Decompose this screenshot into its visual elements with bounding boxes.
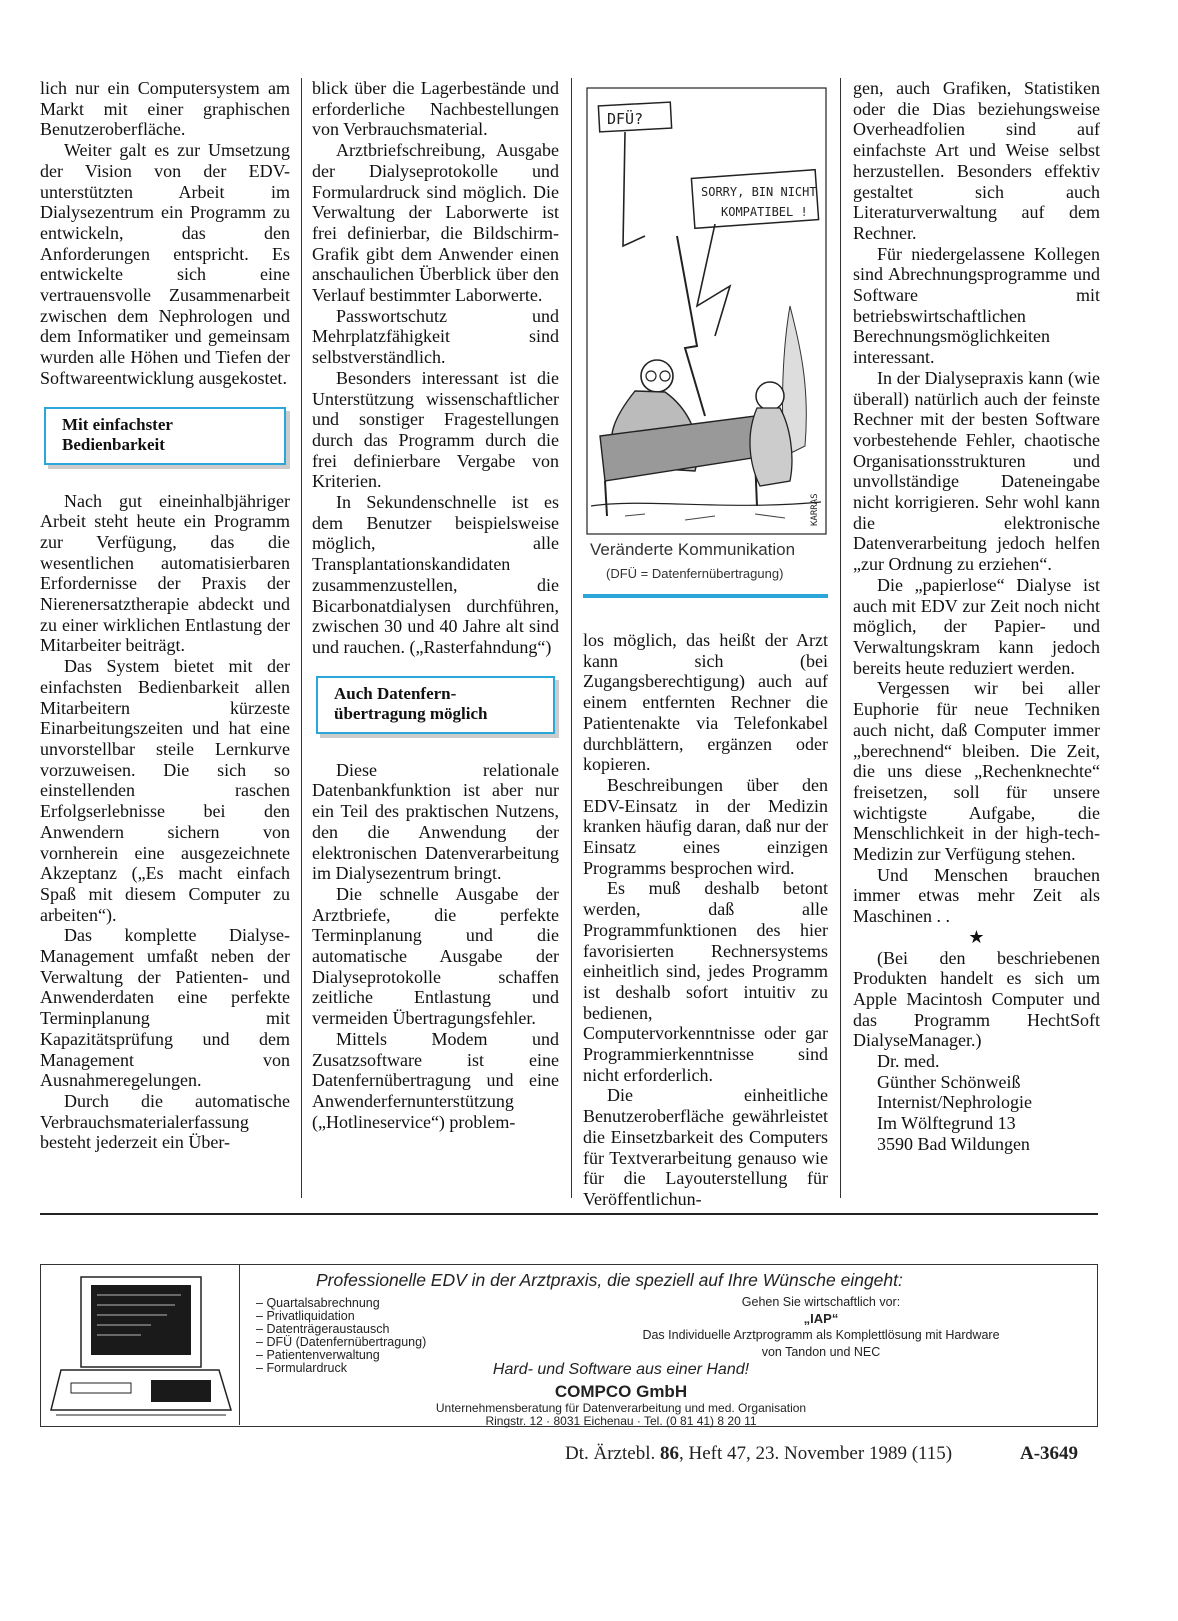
author-signature: 3590 Bad Wildungen: [877, 1133, 1030, 1154]
paragraph: Arztbriefschreibung, Ausgabe der Dialyseprotokolle und Formulardruck sind möglich. Die Verwaltung der Laborwerte ist frei definierbar, die Bildschirm-Grafik gibt dem Anwender einen anschaulichen Überblick über den Verlauf bestimmter Laborwerte.: [312, 140, 559, 306]
page-number: A-3649: [1020, 1443, 1079, 1464]
paragraph: Mittels Modem und Zusatzsoftware ist eine Datenfernübertragung und eine Anwenderfernunterstützung („Hotlineservice“) problem-: [312, 1028, 559, 1132]
paragraph: Das komplette Dialyse-Management umfaßt neben der Verwaltung der Patienten- und Anwenderdaten eine perfekte Terminplanung mit Kapazitätsprüfung und dem Management von Ausnahmeregelungen.: [40, 925, 290, 1091]
ad-address: Ringstr. 12 · 8031 Eichenau · Tel. (0 81 41) 8 20 11: [485, 1414, 757, 1428]
paragraph: Es muß deshalb betont werden, daß alle Programmfunktionen des hier favorisierten Rechnersystems einheitlich sind, jedes Programm ist deshalb sofort intuitiv zu bedienen, Computervorkenntnisse oder gar Programmierkenntnisse sind nicht erforderlich.: [583, 878, 828, 1085]
end-mark-star-icon: ★: [968, 926, 985, 947]
paragraph: Die einheitliche Benutzeroberfläche gewährleistet die Einsetzbarkeit des Computers für Textverarbeitung genauso wie für die Layouterstellung für Veröffentlichun-: [583, 1085, 828, 1209]
subheading-line: Bedienbarkeit: [62, 434, 165, 454]
ad-headline: Professionelle EDV in der Arztpraxis, die speziell auf Ihre Wünsche eingeht:: [316, 1270, 903, 1290]
advertisement: [40, 1264, 1098, 1427]
paragraph: Für niedergelassene Kollegen sind Abrechnungsprogramme und Software mit betriebswirtschaftlichen Berechnungsmöglichkeiten interessant.: [853, 243, 1100, 368]
paragraph: Das System bietet mit der einfachsten Bedienbarkeit allen Mitarbeitern kürzeste Einarbeitungszeiten und hat eine unvorstellbar steile Lernkurve vorzuweisen. Die sich so einstellenden raschen Erfolgserlebnisse bei den Anwendern sichern von vornherein eine ausgezeichnete Akzeptanz („Es macht einfach Spaß mit diesem Computer zu arbeiten“).: [40, 656, 290, 925]
citation-journal: Dt. Ärztebl.: [565, 1443, 656, 1464]
ad-text: von Tandon und NEC: [761, 1345, 881, 1359]
subheading-box: [316, 676, 555, 734]
paragraph: blick über die Lagerbestände und erforderliche Nachbestellungen von Verbrauchsmaterial.: [312, 78, 559, 140]
figure-caption-sub: (DFÜ = Datenfernübertragung): [606, 566, 784, 581]
subheading-box: [44, 407, 286, 465]
ad-feature-list: [256, 1297, 426, 1375]
paragraph: Diese relationale Datenbankfunktion ist aber nur ein Teil des praktischen Nutzens, den die Anwendung der elektronischen Datenverarbeitung im Dialysezentrum bringt.: [312, 759, 559, 884]
paragraph: lich nur ein Computersystem am Markt mit einer graphischen Benutzeroberfläche.: [40, 78, 290, 140]
paragraph: In der Dialysepraxis kann (wie überall) natürlich auch der feinste Rechner mit der besten Software vorbestehende Fehler, chaotische Organisationsstrukturen und unvollständige Dateneingabe nicht korrigieren. Sehr wohl kann die elektronische Datenverarbeitung jedoch helfen „zur Ordnung zu erziehen“.: [853, 367, 1100, 575]
paragraph: Besonders interessant ist die Unterstützung wissenschaftlicher und sonstiger Fragestellungen durch das Programm durch die frei definierbare Vergabe von Kriterien.: [312, 367, 559, 492]
page-footer-citation: [565, 1443, 952, 1465]
ad-slogan: Hard- und Software aus einer Hand!: [492, 1361, 750, 1378]
subheading-line: übertragung möglich: [334, 703, 488, 723]
list-item: – Formulardruck: [256, 1362, 426, 1375]
figure-caption: Veränderte Kommunikation: [590, 540, 796, 559]
bubble-text: DFÜ?: [607, 110, 644, 128]
column-divider: [840, 78, 841, 1198]
paragraph: Weiter galt es zur Umsetzung der Vision von der EDV-unterstützten Arbeit im Dialysezentrum ein Programm zu entwickeln, das den Anforderungen entspricht. Es entwickelte sich eine vertrauensvolle Zusammenarbeit zwischen dem Nephrologen und dem Informatiker und gemeinsam wurden alle Höhen und Tiefen der Softwareentwicklung ausgekostet.: [40, 140, 290, 388]
paragraph: los möglich, das heißt der Arzt kann sich (bei Zugangsberechtigung) auch auf einem entfernten Rechner die Patientenakte via Telefonkabel durchblättern, ergänzen oder kopieren.: [583, 630, 828, 775]
paragraph: Und Menschen brauchen immer etwas mehr Zeit als Maschinen . .: [853, 864, 1100, 927]
column-3: [583, 630, 828, 1210]
column-divider: [571, 78, 572, 1198]
subheading-line: Auch Datenfern-: [334, 683, 457, 703]
author-signature: Im Wölftegrund 13: [877, 1113, 1016, 1134]
subheading-line: Mit einfachster: [62, 414, 173, 434]
column-1: [40, 78, 290, 1153]
bubble-text: SORRY, BIN NICHT: [701, 185, 817, 199]
list-item: – Privatliquidation: [256, 1310, 426, 1323]
artist-signature: KARRAS: [810, 493, 820, 526]
author-signature: Internist/Nephrologie: [877, 1092, 1032, 1113]
paragraph: Passwortschutz und Mehrplatzfähigkeit sind selbstverständlich.: [312, 305, 559, 368]
paragraph: Die „papierlose“ Dialyse ist auch mit EDV zur Zeit noch nicht möglich, der Papier- und Verwaltungskram kann jedoch bereits heute reduziert werden.: [853, 574, 1100, 678]
list-item: – Patientenverwaltung: [256, 1349, 426, 1362]
author-signature: Dr. med.: [877, 1051, 940, 1072]
column-divider: [301, 78, 302, 1198]
paragraph: (Bei den beschriebenen Produkten handelt es sich um Apple Macintosh Computer und das Programm HechtSoft DialyseManager.): [853, 947, 1100, 1051]
bubble-text: KOMPATIBEL !: [721, 205, 808, 219]
section-divider: [40, 1213, 1098, 1215]
caption-rule: [583, 594, 828, 598]
list-item: – Datenträgeraustausch: [256, 1323, 426, 1336]
column-4: [853, 78, 1100, 1155]
list-item: – Quartalsabrechnung: [256, 1297, 426, 1310]
list-item: – DFÜ (Datenfernübertragung): [256, 1336, 426, 1349]
ad-company-name: COMPCO GmbH: [554, 1382, 688, 1401]
ad-company-description: Unternehmensberatung für Datenverarbeitung und med. Organisation: [435, 1401, 807, 1415]
ad-text: Gehen Sie wirtschaftlich vor:: [741, 1295, 901, 1309]
citation-details: , Heft 47, 23. November 1989 (115): [678, 1443, 953, 1464]
paragraph: Die schnelle Ausgabe der Arztbriefe, die perfekte Terminplanung und die automatische Ausgabe der Dialyseprotokolle schaffen zeitliche Entlastung und vermeiden Übertragungsfehler.: [312, 883, 559, 1029]
column-2: [312, 78, 559, 1132]
paragraph: Beschreibungen über den EDV-Einsatz in der Medizin kranken häufig daran, daß nur der Einsatz eines einzigen Programms besprochen wird.: [583, 774, 828, 878]
paragraph: Durch die automatische Verbrauchsmaterialerfassung besteht jederzeit ein Über-: [40, 1090, 290, 1153]
paragraph: Vergessen wir bei aller Euphorie für neue Techniken auch nicht, daß Computer immer „berechnend“ bleiben. Die Zeit, die uns diese „Rechenknechte“ freisetzen, soll für unsere wichtigste Aufgabe, die Menschlichkeit in der high-tech-Medizin zur Verfügung stehen.: [853, 678, 1100, 865]
paragraph: Nach gut eineinhalbjähriger Arbeit steht heute ein Programm zur Verfügung, das die wesentlichen automatisierbaren Erfordernisse der Praxis der Nierenersatztherapie abdeckt und zu einer wirklichen Entlastung der Mitarbeiter beiträgt.: [40, 490, 290, 656]
computer-icon: [41, 1265, 240, 1425]
paragraph: In Sekundenschnelle ist es dem Benutzer beispielsweise möglich, alle Transplantationskandidaten zusammenzustellen, die Bicarbonatdialysen durchführen, zwischen 30 und 40 Jahre alt sind und rauchen. („Rasterfahndung“): [312, 492, 559, 657]
ad-product-name: „IAP“: [803, 1311, 839, 1326]
cartoon-illustration: [585, 86, 828, 536]
ad-text: Das Individuelle Arztprogramm als Komplettlösung mit Hardware: [642, 1328, 1000, 1342]
paragraph: gen, auch Grafiken, Statistiken oder die Dias beziehungsweise Overheadfolien sind auf einfachste Art und Weise selbst herzustellen. Besonders effektiv gestaltet sich auch Literaturverwaltung auf dem Rechner.: [853, 78, 1100, 243]
citation-volume: 86: [659, 1443, 679, 1464]
author-signature: Günther Schönweiß: [877, 1071, 1021, 1092]
